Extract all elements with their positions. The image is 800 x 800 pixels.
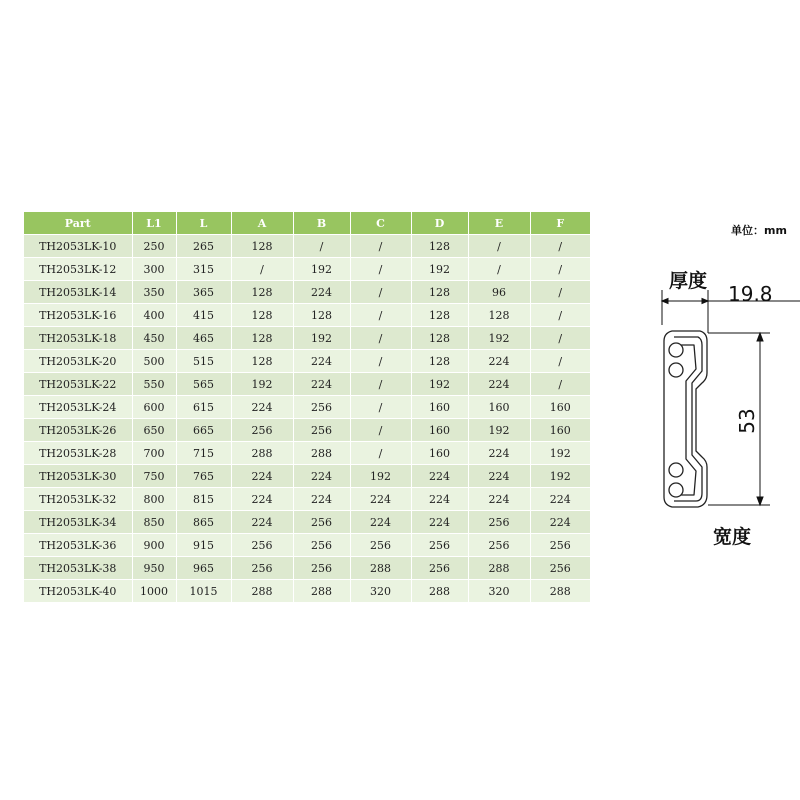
table-cell: 288 — [293, 442, 350, 465]
table-cell: 950 — [132, 557, 176, 580]
table-cell: 224 — [468, 373, 530, 396]
table-cell: 224 — [231, 488, 293, 511]
table-cell: 850 — [132, 511, 176, 534]
table-cell: 160 — [530, 419, 590, 442]
spec-table — [24, 212, 590, 602]
table-cell: 128 — [411, 235, 468, 258]
ball-bearings — [669, 343, 683, 497]
table-cell: 256 — [350, 534, 411, 557]
table-cell: / — [293, 235, 350, 258]
table-cell: 450 — [132, 327, 176, 350]
table-cell: 288 — [231, 442, 293, 465]
table-cell: 224 — [411, 465, 468, 488]
table-cell: TH2053LK-14 — [24, 281, 132, 304]
table-cell: 320 — [468, 580, 530, 603]
table-cell: 550 — [132, 373, 176, 396]
table-cell: / — [530, 258, 590, 281]
table-cell: 256 — [293, 419, 350, 442]
width-label: 宽度 — [713, 526, 752, 548]
table-cell: / — [530, 235, 590, 258]
unit-label: 单位：mm — [731, 224, 787, 237]
table-cell: 365 — [176, 281, 231, 304]
table-cell: 192 — [231, 373, 293, 396]
table-cell: 192 — [293, 258, 350, 281]
table-row — [24, 235, 590, 258]
table-cell: 288 — [231, 580, 293, 603]
table-row — [24, 396, 590, 419]
table-cell: TH2053LK-16 — [24, 304, 132, 327]
table-cell: 615 — [176, 396, 231, 419]
table-cell: 800 — [132, 488, 176, 511]
table-cell: 192 — [530, 465, 590, 488]
table-cell: 224 — [293, 281, 350, 304]
table-cell: TH2053LK-22 — [24, 373, 132, 396]
table-row — [24, 442, 590, 465]
table-cell: TH2053LK-30 — [24, 465, 132, 488]
table-cell: 224 — [468, 442, 530, 465]
column-header: L1 — [132, 212, 176, 235]
table-cell: TH2053LK-38 — [24, 557, 132, 580]
table-cell: 288 — [293, 580, 350, 603]
table-cell: TH2053LK-36 — [24, 534, 132, 557]
table-row — [24, 304, 590, 327]
table-cell: / — [530, 350, 590, 373]
table-cell: 565 — [176, 373, 231, 396]
table-cell: 256 — [293, 396, 350, 419]
table-cell: / — [350, 304, 411, 327]
table-row — [24, 580, 590, 603]
table-cell: 192 — [468, 419, 530, 442]
table-cell: 865 — [176, 511, 231, 534]
table-cell: / — [350, 396, 411, 419]
table-cell: TH2053LK-24 — [24, 396, 132, 419]
table-cell: 256 — [411, 534, 468, 557]
table-cell: 965 — [176, 557, 231, 580]
table-cell: 256 — [231, 419, 293, 442]
table-cell: 224 — [350, 511, 411, 534]
table-cell: 256 — [293, 534, 350, 557]
table-cell: 1000 — [132, 580, 176, 603]
table-cell: TH2053LK-20 — [24, 350, 132, 373]
table-row — [24, 327, 590, 350]
table-cell: 900 — [132, 534, 176, 557]
table-cell: 1015 — [176, 580, 231, 603]
table-cell: / — [530, 281, 590, 304]
table-cell: TH2053LK-32 — [24, 488, 132, 511]
table-cell: 224 — [530, 511, 590, 534]
table-cell: / — [350, 373, 411, 396]
table-cell: 500 — [132, 350, 176, 373]
table-cell: TH2053LK-34 — [24, 511, 132, 534]
table-cell: / — [350, 419, 411, 442]
table-cell: 224 — [231, 465, 293, 488]
table-cell: / — [350, 350, 411, 373]
table-cell: 250 — [132, 235, 176, 258]
table-cell: 224 — [530, 488, 590, 511]
table-cell: 224 — [293, 488, 350, 511]
table-cell: TH2053LK-26 — [24, 419, 132, 442]
table-cell: 224 — [350, 488, 411, 511]
table-cell: / — [350, 235, 411, 258]
table-cell: 128 — [231, 350, 293, 373]
column-header: E — [468, 212, 530, 235]
table-cell: TH2053LK-40 — [24, 580, 132, 603]
table-cell: 128 — [293, 304, 350, 327]
table-cell: 192 — [411, 373, 468, 396]
column-header: A — [231, 212, 293, 235]
table-cell: TH2053LK-28 — [24, 442, 132, 465]
table-cell: 465 — [176, 327, 231, 350]
table-cell: 256 — [293, 511, 350, 534]
table-cell: / — [350, 281, 411, 304]
table-cell: 160 — [468, 396, 530, 419]
table-cell: 288 — [530, 580, 590, 603]
table-cell: 300 — [132, 258, 176, 281]
table-cell: 128 — [411, 281, 468, 304]
table-cell: 256 — [468, 534, 530, 557]
thickness-label: 厚度 — [669, 270, 708, 292]
table-cell: 515 — [176, 350, 231, 373]
table-cell: 350 — [132, 281, 176, 304]
table-cell: / — [468, 235, 530, 258]
table-cell: 224 — [293, 373, 350, 396]
table-cell: 224 — [468, 465, 530, 488]
table-cell: / — [530, 373, 590, 396]
column-header: D — [411, 212, 468, 235]
table-cell: 224 — [231, 511, 293, 534]
table-cell: 128 — [411, 350, 468, 373]
table-row — [24, 557, 590, 580]
table-cell: 650 — [132, 419, 176, 442]
table-row — [24, 465, 590, 488]
table-cell: 256 — [468, 511, 530, 534]
table-cell: 192 — [411, 258, 468, 281]
table-body — [24, 235, 590, 603]
column-header: Part — [24, 212, 132, 235]
table-cell: / — [468, 258, 530, 281]
table-cell: 128 — [231, 304, 293, 327]
table-cell: 128 — [411, 327, 468, 350]
table-row — [24, 419, 590, 442]
table-row — [24, 534, 590, 557]
table-cell: 665 — [176, 419, 231, 442]
table-cell: 400 — [132, 304, 176, 327]
table-cell: 128 — [411, 304, 468, 327]
column-header: F — [530, 212, 590, 235]
table-cell: 128 — [468, 304, 530, 327]
table-cell: / — [350, 258, 411, 281]
table-cell: 288 — [468, 557, 530, 580]
table-cell: 415 — [176, 304, 231, 327]
table-cell: 224 — [293, 350, 350, 373]
table-cell: 160 — [411, 396, 468, 419]
table-cell: TH2053LK-18 — [24, 327, 132, 350]
table-cell: 256 — [231, 557, 293, 580]
height-value: 53 — [735, 408, 759, 434]
table-cell: / — [530, 327, 590, 350]
table-cell: 750 — [132, 465, 176, 488]
table-cell: 256 — [530, 557, 590, 580]
table-cell: 600 — [132, 396, 176, 419]
table-row — [24, 258, 590, 281]
table-cell: 256 — [231, 534, 293, 557]
table-cell: 160 — [530, 396, 590, 419]
table-cell: 700 — [132, 442, 176, 465]
table-cell: 224 — [411, 511, 468, 534]
table-cell: 224 — [468, 350, 530, 373]
table-cell: 224 — [293, 465, 350, 488]
table-cell: / — [350, 327, 411, 350]
table-cell: TH2053LK-12 — [24, 258, 132, 281]
table-row — [24, 373, 590, 396]
table-cell: 715 — [176, 442, 231, 465]
table-cell: TH2053LK-10 — [24, 235, 132, 258]
table-cell: 320 — [350, 580, 411, 603]
table-cell: 265 — [176, 235, 231, 258]
table-cell: 160 — [411, 442, 468, 465]
table-cell: 815 — [176, 488, 231, 511]
table-row — [24, 511, 590, 534]
table-row — [24, 350, 590, 373]
table-row — [24, 281, 590, 304]
table-cell: 288 — [411, 580, 468, 603]
table-cell: 128 — [231, 281, 293, 304]
column-header: B — [293, 212, 350, 235]
table-cell: 160 — [411, 419, 468, 442]
table-cell: 192 — [530, 442, 590, 465]
table-cell: 224 — [411, 488, 468, 511]
table-cell: 96 — [468, 281, 530, 304]
column-header: L — [176, 212, 231, 235]
profile-outline — [664, 331, 707, 507]
table-header-row — [24, 212, 590, 235]
table-cell: 256 — [293, 557, 350, 580]
table-cell: 288 — [350, 557, 411, 580]
table-cell: 192 — [293, 327, 350, 350]
table-row — [24, 488, 590, 511]
table-cell: 915 — [176, 534, 231, 557]
table-cell: 256 — [530, 534, 590, 557]
column-header: C — [350, 212, 411, 235]
table-cell: 765 — [176, 465, 231, 488]
thickness-value: 19.8 — [728, 282, 773, 306]
slide-profile-diagram — [650, 255, 800, 555]
table-cell: 224 — [468, 488, 530, 511]
table-cell: 315 — [176, 258, 231, 281]
table-cell: 256 — [411, 557, 468, 580]
table-cell: 192 — [468, 327, 530, 350]
table-cell: / — [530, 304, 590, 327]
table-cell: / — [350, 442, 411, 465]
table-cell: 224 — [231, 396, 293, 419]
table-cell: / — [231, 258, 293, 281]
table-cell: 128 — [231, 235, 293, 258]
table-cell: 192 — [350, 465, 411, 488]
table-cell: 128 — [231, 327, 293, 350]
